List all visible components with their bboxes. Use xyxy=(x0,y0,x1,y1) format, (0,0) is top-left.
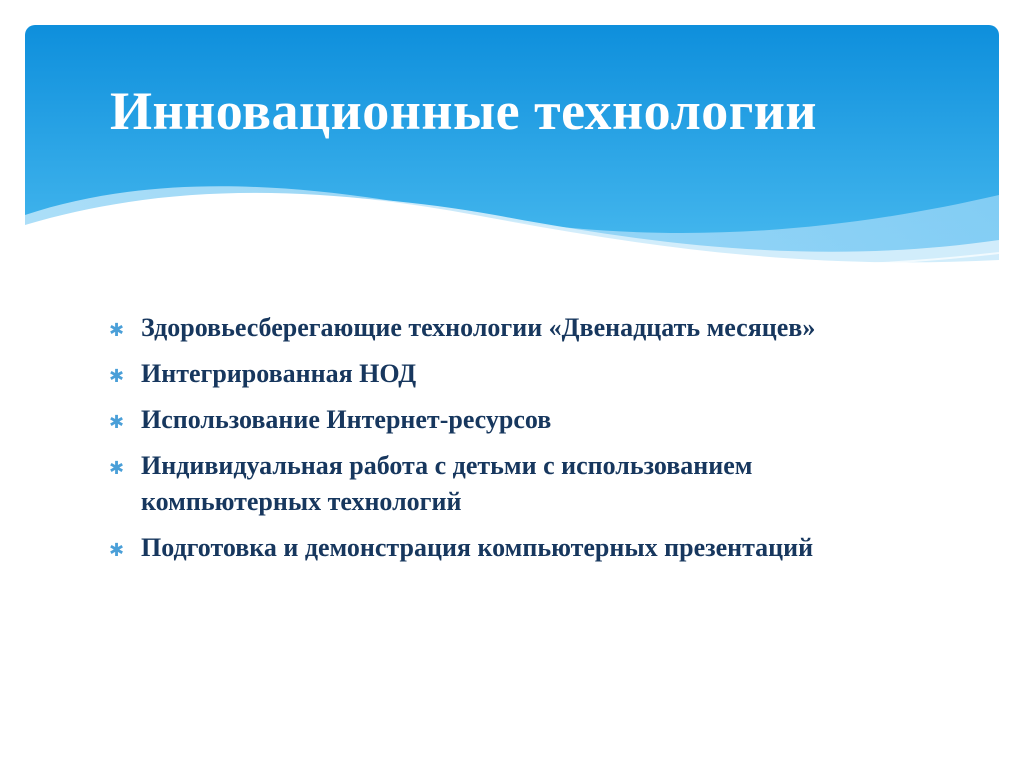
slide-title: Инновационные технологии xyxy=(110,81,817,141)
list-item xyxy=(103,356,923,392)
list-item xyxy=(103,448,923,520)
asterisk-icon: ✱ xyxy=(109,458,125,478)
asterisk-icon: ✱ xyxy=(109,366,125,386)
header-wave-graphic xyxy=(25,25,999,315)
asterisk-icon: ✱ xyxy=(109,412,125,432)
list-item-text: Индивидуальная работа с детьми с использованием компьютерных технологий xyxy=(141,451,753,516)
asterisk-icon: ✱ xyxy=(109,540,125,560)
header-wave-band xyxy=(25,25,999,315)
list-item xyxy=(103,402,923,438)
asterisk-icon: ✱ xyxy=(109,320,125,340)
list-item-text: Интегрированная НОД xyxy=(141,359,417,388)
list-item-text: Использование Интернет-ресурсов xyxy=(141,405,552,434)
list-item xyxy=(103,310,923,346)
bullet-list xyxy=(103,310,923,576)
list-item-text: Подготовка и демонстрация компьютерных презентаций xyxy=(141,533,814,562)
list-item xyxy=(103,530,923,566)
list-item-text: Здоровьесберегающие технологии «Двенадцать месяцев» xyxy=(141,313,816,342)
